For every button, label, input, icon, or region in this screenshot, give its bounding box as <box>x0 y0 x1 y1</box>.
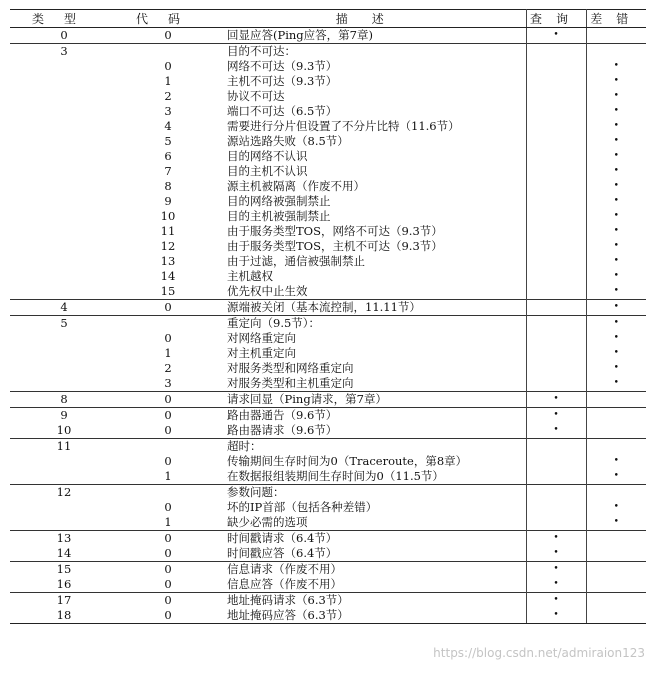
description-cell: 对主机重定向 <box>218 346 526 361</box>
description-cell: 对网络重定向 <box>218 331 526 346</box>
type-cell <box>10 134 118 149</box>
query-mark-cell <box>526 269 586 284</box>
code-cell: 0 <box>118 593 218 609</box>
code-cell: 0 <box>118 408 218 424</box>
table-row <box>10 562 646 578</box>
error-mark-cell <box>586 44 646 60</box>
icmp-message-types-table <box>10 9 646 624</box>
table-row <box>10 361 646 376</box>
code-cell: 0 <box>118 531 218 547</box>
type-cell: 16 <box>56 577 72 591</box>
error-mark-cell: • <box>613 241 619 251</box>
error-mark-cell: • <box>613 517 619 527</box>
description-cell: 目的不可达： <box>218 44 526 60</box>
column-header-description: 描述 <box>218 10 526 28</box>
description-cell: 时间戳请求（6.4节） <box>218 531 526 547</box>
code-cell: 10 <box>160 209 176 223</box>
type-cell <box>10 179 118 194</box>
code-cell: 5 <box>164 134 172 148</box>
query-mark-cell <box>526 59 586 74</box>
code-cell: 3 <box>164 104 172 118</box>
description-cell: 在数据报组装期间生存时间为0（11.5节） <box>218 469 526 485</box>
code-cell: 0 <box>164 500 172 514</box>
code-cell <box>118 316 218 332</box>
error-mark-cell: • <box>613 256 619 266</box>
error-mark-cell: • <box>613 226 619 236</box>
type-cell: 3 <box>10 44 118 60</box>
query-mark-cell <box>526 500 586 515</box>
query-mark-cell: • <box>526 531 586 547</box>
table-row <box>10 224 646 239</box>
type-cell <box>10 209 118 224</box>
error-mark-cell: • <box>613 348 619 358</box>
table-row <box>10 316 646 332</box>
type-cell <box>10 119 118 134</box>
type-cell: 15 <box>10 562 118 578</box>
description-cell: 目的网络不认识 <box>218 149 526 164</box>
code-cell <box>118 485 218 501</box>
table-row <box>10 423 646 439</box>
table-row <box>10 59 646 74</box>
code-cell: 6 <box>164 149 172 163</box>
table-row <box>10 149 646 164</box>
type-cell <box>10 74 118 89</box>
code-cell: 0 <box>118 562 218 578</box>
query-mark-cell <box>526 44 586 60</box>
error-mark-cell: • <box>613 471 619 481</box>
table-row <box>10 284 646 300</box>
type-cell <box>10 500 118 515</box>
type-cell: 13 <box>10 531 118 547</box>
table-row <box>10 546 646 562</box>
table-row <box>10 346 646 361</box>
query-mark-cell <box>526 300 586 316</box>
type-cell <box>10 224 118 239</box>
error-mark-cell <box>586 408 646 424</box>
table-row <box>10 104 646 119</box>
description-cell: 网络不可达（9.3节） <box>218 59 526 74</box>
type-cell: 9 <box>10 408 118 424</box>
table-row <box>10 408 646 424</box>
type-cell: 0 <box>10 28 118 44</box>
code-cell: 1 <box>164 346 172 360</box>
description-cell: 源端被关闭（基本流控制，11.11节） <box>218 300 526 316</box>
type-cell <box>10 164 118 179</box>
query-mark-cell <box>526 149 586 164</box>
table-row <box>10 28 646 44</box>
table-row <box>10 608 646 624</box>
code-cell: 2 <box>164 89 172 103</box>
column-header-error: 差错 <box>586 10 646 28</box>
query-mark-cell <box>526 284 586 300</box>
error-mark-cell: • <box>613 286 619 296</box>
code-cell: 0 <box>118 300 218 316</box>
description-cell: 时间戳应答（6.4节） <box>218 546 526 562</box>
column-header-query: 查询 <box>526 10 586 28</box>
description-cell: 对服务类型和主机重定向 <box>218 376 526 392</box>
column-header-type: 类型 <box>10 10 118 28</box>
error-mark-cell <box>586 531 646 547</box>
table-row <box>10 454 646 469</box>
error-mark-cell: • <box>613 196 619 206</box>
type-cell <box>10 254 118 269</box>
error-mark-cell: • <box>613 121 619 131</box>
table-row <box>10 439 646 455</box>
description-cell: 对服务类型和网络重定向 <box>218 361 526 376</box>
query-mark-cell: • <box>526 608 586 624</box>
error-mark-cell: • <box>586 300 646 316</box>
type-cell: 18 <box>10 608 118 624</box>
code-cell: 0 <box>164 454 172 468</box>
code-cell: 0 <box>118 28 218 44</box>
type-cell <box>10 361 118 376</box>
code-cell: 14 <box>160 269 176 283</box>
type-cell: 12 <box>10 485 118 501</box>
description-cell: 传输期间生存时间为0（Traceroute，第8章） <box>218 454 526 469</box>
table-row <box>10 134 646 149</box>
description-cell: 地址掩码请求（6.3节） <box>218 593 526 609</box>
query-mark-cell: • <box>526 408 586 424</box>
type-cell <box>10 149 118 164</box>
type-cell: 5 <box>10 316 118 332</box>
type-cell: 11 <box>10 439 118 455</box>
query-mark-cell: • <box>526 546 586 562</box>
type-cell <box>10 194 118 209</box>
description-cell: 由于服务类型TOS，主机不可达（9.3节） <box>218 239 526 254</box>
type-cell: 17 <box>10 593 118 609</box>
query-mark-cell <box>526 485 586 501</box>
query-mark-cell: • <box>526 577 586 593</box>
table-row <box>10 44 646 60</box>
table-body <box>10 28 646 624</box>
error-mark-cell: • <box>613 106 619 116</box>
query-mark-cell <box>526 134 586 149</box>
error-mark-cell: • <box>613 378 619 388</box>
code-cell: 0 <box>164 423 172 437</box>
query-mark-cell <box>526 179 586 194</box>
type-cell <box>10 284 118 300</box>
query-mark-cell <box>526 331 586 346</box>
description-cell: 主机不可达（9.3节） <box>218 74 526 89</box>
type-cell <box>10 376 118 392</box>
error-mark-cell: • <box>613 363 619 373</box>
description-cell: 端口不可达（6.5节） <box>218 104 526 119</box>
description-cell: 主机越权 <box>218 269 526 284</box>
error-mark-cell: • <box>613 151 619 161</box>
description-cell: 信息请求（作废不用） <box>218 562 526 578</box>
description-cell: 回显应答(Ping应答，第7章) <box>218 28 526 44</box>
error-mark-cell <box>586 593 646 609</box>
error-mark-cell: • <box>613 456 619 466</box>
error-mark-cell: • <box>613 271 619 281</box>
code-cell: 8 <box>164 179 172 193</box>
type-cell <box>10 59 118 74</box>
type-cell <box>10 454 118 469</box>
error-mark-cell: • <box>613 136 619 146</box>
error-mark-cell <box>586 562 646 578</box>
description-cell: 协议不可达 <box>218 89 526 104</box>
error-mark-cell: • <box>586 316 646 332</box>
type-cell: 14 <box>56 546 72 560</box>
table-row <box>10 239 646 254</box>
table-row <box>10 164 646 179</box>
table-row <box>10 179 646 194</box>
table-row <box>10 515 646 531</box>
code-cell <box>118 44 218 60</box>
error-mark-cell <box>586 608 646 624</box>
description-cell: 目的主机不认识 <box>218 164 526 179</box>
description-cell: 超时： <box>218 439 526 455</box>
code-cell: 11 <box>160 224 176 238</box>
query-mark-cell <box>526 224 586 239</box>
table-row <box>10 531 646 547</box>
description-cell: 请求回显（Ping请求，第7章） <box>218 392 526 408</box>
error-mark-cell <box>586 546 646 562</box>
query-mark-cell: • <box>526 392 586 408</box>
type-cell <box>10 239 118 254</box>
error-mark-cell: • <box>613 181 619 191</box>
table-row <box>10 300 646 316</box>
description-cell: 源站选路失败（8.5节） <box>218 134 526 149</box>
error-mark-cell <box>586 485 646 501</box>
description-cell: 源主机被隔离（作废不用） <box>218 179 526 194</box>
code-cell: 0 <box>164 546 172 560</box>
table-header-row <box>10 10 646 28</box>
type-cell <box>10 104 118 119</box>
query-mark-cell <box>526 361 586 376</box>
query-mark-cell <box>526 104 586 119</box>
error-mark-cell: • <box>613 76 619 86</box>
description-cell: 需要进行分片但设置了不分片比特（11.6节） <box>218 119 526 134</box>
description-cell: 目的主机被强制禁止 <box>218 209 526 224</box>
code-cell: 0 <box>164 59 172 73</box>
error-mark-cell <box>586 423 646 439</box>
description-cell: 参数问题： <box>218 485 526 501</box>
query-mark-cell <box>526 89 586 104</box>
query-mark-cell <box>526 454 586 469</box>
type-cell <box>10 346 118 361</box>
code-cell: 1 <box>164 469 172 483</box>
error-mark-cell: • <box>613 502 619 512</box>
error-mark-cell: • <box>613 333 619 343</box>
query-mark-cell <box>526 346 586 361</box>
description-cell: 信息应答（作废不用） <box>218 577 526 593</box>
error-mark-cell <box>586 577 646 593</box>
table-row <box>10 89 646 104</box>
code-cell: 1 <box>164 74 172 88</box>
code-cell: 0 <box>118 608 218 624</box>
description-cell: 由于服务类型TOS，网络不可达（9.3节） <box>218 224 526 239</box>
table-row <box>10 593 646 609</box>
error-mark-cell: • <box>613 211 619 221</box>
description-cell: 路由器请求（9.6节） <box>218 423 526 439</box>
table-row <box>10 469 646 485</box>
query-mark-cell <box>526 469 586 485</box>
query-mark-cell <box>526 439 586 455</box>
description-cell: 由于过滤，通信被强制禁止 <box>218 254 526 269</box>
description-cell: 地址掩码应答（6.3节） <box>218 608 526 624</box>
error-mark-cell <box>586 392 646 408</box>
table-row <box>10 269 646 284</box>
query-mark-cell <box>526 316 586 332</box>
query-mark-cell <box>526 254 586 269</box>
description-cell: 缺少必需的选项 <box>218 515 526 531</box>
code-cell: 0 <box>118 392 218 408</box>
code-cell: 0 <box>164 577 172 591</box>
code-cell <box>118 439 218 455</box>
query-mark-cell <box>526 164 586 179</box>
type-cell <box>10 331 118 346</box>
code-cell: 1 <box>164 515 172 529</box>
query-mark-cell: • <box>526 28 586 44</box>
type-cell <box>10 515 118 531</box>
description-cell: 重定向（9.5节）： <box>218 316 526 332</box>
query-mark-cell: • <box>526 562 586 578</box>
table-row <box>10 331 646 346</box>
error-mark-cell: • <box>613 166 619 176</box>
watermark: https://blog.csdn.net/admiraion123 <box>433 646 645 660</box>
type-cell: 4 <box>10 300 118 316</box>
error-mark-cell: • <box>613 61 619 71</box>
table-row <box>10 74 646 89</box>
code-cell: 9 <box>164 194 172 208</box>
table-row <box>10 376 646 392</box>
code-cell: 2 <box>164 361 172 375</box>
query-mark-cell: • <box>526 593 586 609</box>
code-cell: 7 <box>164 164 172 178</box>
table-row <box>10 194 646 209</box>
table-row <box>10 392 646 408</box>
column-header-code: 代码 <box>118 10 218 28</box>
code-cell: 4 <box>164 119 172 133</box>
table-row <box>10 209 646 224</box>
error-mark-cell <box>586 28 646 44</box>
type-cell <box>10 269 118 284</box>
query-mark-cell <box>526 515 586 531</box>
query-mark-cell <box>526 194 586 209</box>
description-cell: 路由器通告（9.6节） <box>218 408 526 424</box>
type-cell <box>10 89 118 104</box>
description-cell: 优先权中止生效 <box>218 284 526 300</box>
type-cell: 10 <box>56 423 72 437</box>
code-cell: 12 <box>160 239 176 253</box>
query-mark-cell: • <box>526 423 586 439</box>
table-row <box>10 500 646 515</box>
description-cell: 目的网络被强制禁止 <box>218 194 526 209</box>
error-mark-cell: • <box>613 91 619 101</box>
description-cell: 坏的IP首部（包括各种差错） <box>218 500 526 515</box>
type-cell <box>10 469 118 485</box>
table-row <box>10 485 646 501</box>
query-mark-cell <box>526 74 586 89</box>
code-cell: 3 <box>164 376 172 390</box>
query-mark-cell <box>526 239 586 254</box>
query-mark-cell <box>526 209 586 224</box>
table-row <box>10 254 646 269</box>
code-cell: 15 <box>160 284 176 298</box>
table-row <box>10 577 646 593</box>
type-cell: 8 <box>10 392 118 408</box>
query-mark-cell <box>526 119 586 134</box>
code-cell: 0 <box>164 331 172 345</box>
query-mark-cell <box>526 376 586 392</box>
table-row <box>10 119 646 134</box>
error-mark-cell <box>586 439 646 455</box>
code-cell: 13 <box>160 254 176 268</box>
